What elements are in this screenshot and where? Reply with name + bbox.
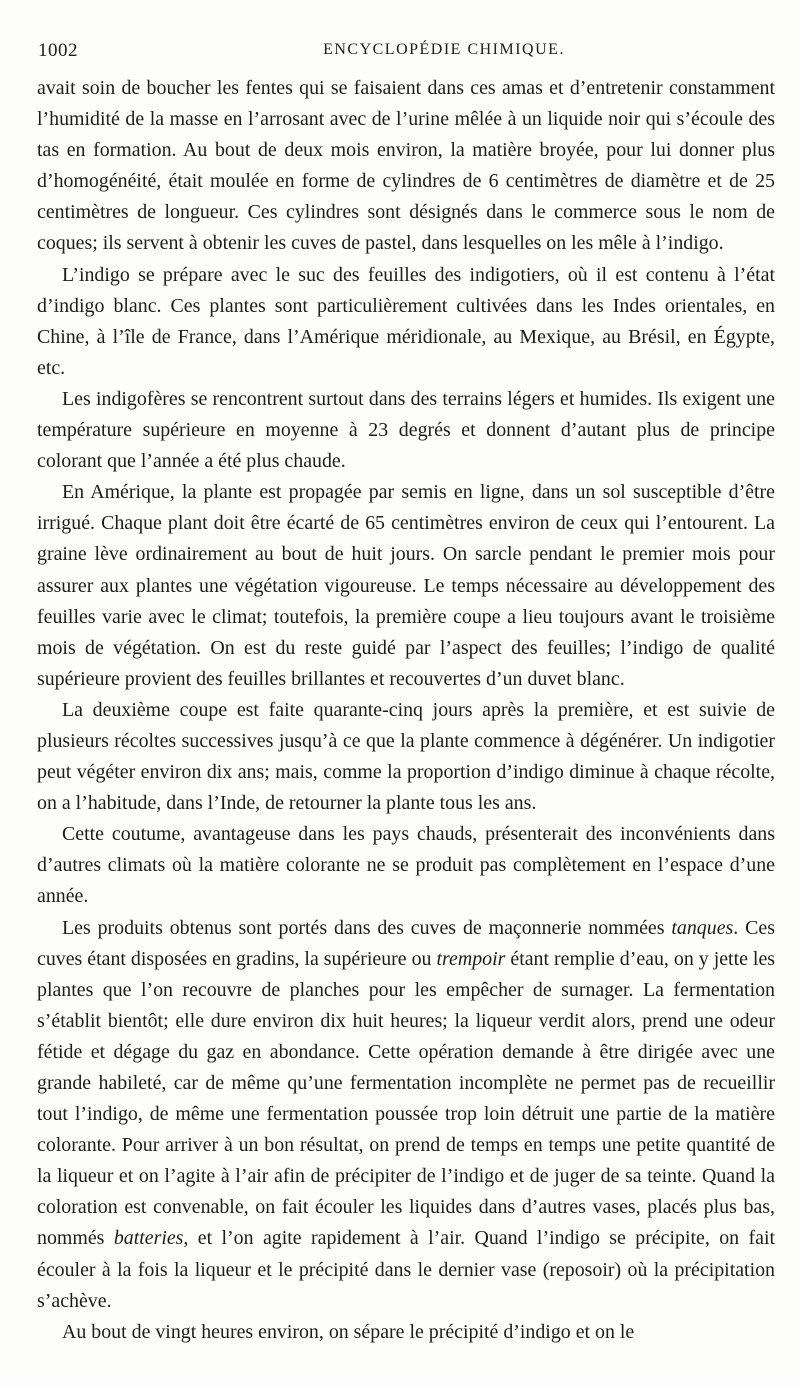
- paragraph-fermentation: [37, 913, 775, 1317]
- text-span: . Ces cuves étant disposées en gradins, la supérieure ou: [37, 916, 775, 970]
- paragraph-america-cultivation: En Amérique, la plante est propagée par semis en ligne, dans un sol susceptible d’être irrigué. Chaque plant doit être écarté de 65 centimètres environ de ceux qui l’entourent. La graine lève ordinairement au bout de huit jours. On sarcle pendant le premier mois pour assurer aux plantes une végétation vigoureuse. Le temps nécessaire au développement des feuilles varie avec le climat; toutefois, la première coupe a lieu toujours avant le troisième mois de végétation. On est du reste guidé par l’aspect des feuilles; l’indigo de qualité supérieure provient des feuilles brillantes et recouvertes d’un duvet blanc.: [37, 481, 775, 690]
- paragraph-final: Au bout de vingt heures environ, on sépare le précipité d’indigo et on le: [62, 1320, 635, 1343]
- paragraph-indigofera-terrain: Les indigofères se rencontrent surtout dans des terrains légers et humides. Ils exigent une température supérieure en moyenne à 23 degrés et donnent d’autant plus de principe colorant que l’année a été plus chaude.: [37, 387, 775, 473]
- page-header: [38, 40, 780, 70]
- text-span: , et l’on agite rapidement à l’air. Quand l’indigo se précipite, on fait écouler à la fois la liqueur et le précipité dans le dernier vase (reposoir) où la précipitation s’achève.: [37, 1227, 775, 1312]
- term-batteries: batteries: [113, 1227, 184, 1250]
- page-number: 1002: [38, 40, 78, 61]
- paragraph-indigo-preparation: L’indigo se prépare avec le suc des feuilles des indigotiers, où il est contenu à l’état d’indigo blanc. Ces plantes sont particulièrement cultivées dans les Indes orientales, en Chine, à l’île de France, dans l’Amérique méridionale, au Mexique, au Brésil, en Égypte, etc.: [37, 263, 775, 379]
- text-span: Les produits obtenus sont portés dans des cuves de maçonnerie nommées: [62, 916, 665, 939]
- paragraph-second-cut: La deuxième coupe est faite quarante-cinq jours après la première, et est suivie de plusieurs récoltes successives jusqu’à ce que la plante commence à dégénérer. Un indigotier peut végéter environ dix ans; mais, comme la proportion d’indigo diminue à chaque récolte, on a l’habitude, dans l’Inde, de retourner la plante tous les ans.: [37, 698, 775, 815]
- paragraph-continued: avait soin de boucher les fentes qui se faisaient dans ces amas et d’entretenir constamment l’humidité de la masse en l’arrosant avec de l’urine mêlée à un liquide noir qui s’écoule des tas en formation. Au bout de deux mois environ, la matière broyée, pour lui donner plus d’homogénéité, était moulée en forme de cylindres de 6 centimètres de diamètre et de 25 centimètres de longueur. Ces cylindres sont désignés dans le commerce sous le nom de coques; ils servent à obtenir les cuves de pastel, dans lesquelles on les mêle à l’indigo.: [37, 77, 775, 255]
- term-trempoir: trempoir: [436, 947, 506, 970]
- body-text: [37, 73, 775, 1348]
- text-span: étant remplie d’eau, on y jette les plantes que l’on recouvre de planches pour les empêcher de surnager. La fermentation s’établit bientôt; elle dure environ dix huit heures; la liqueur verdit alors, prend une odeur fétide et dégage du gaz en abondance. Cette opération demande à être dirigée avec une grande habileté, car de même qu’une fermentation incomplète ne permet pas de recueillir tout l’indigo, de même une fermentation poussée trop loin détruit une partie de la matière colorante. Pour arriver à un bon résultat, on prend de temps en temps une petite quantité de la liqueur et on l’agite à l’air afin de précipiter de l’indigo et de juger de sa teinte. Quand la coloration est convenable, on fait écouler les liquides dans d’autres vases, placés plus bas, nommés: [37, 947, 776, 1250]
- term-tanques: tanques: [671, 916, 734, 939]
- paragraph-custom: Cette coutume, avantageuse dans les pays chauds, présenterait des inconvénients dans d’autres climats où la matière colorante ne se produit pas complètement en l’espace d’une année.: [37, 823, 775, 908]
- running-title: ENCYCLOPÉDIE CHIMIQUE.: [323, 41, 565, 58]
